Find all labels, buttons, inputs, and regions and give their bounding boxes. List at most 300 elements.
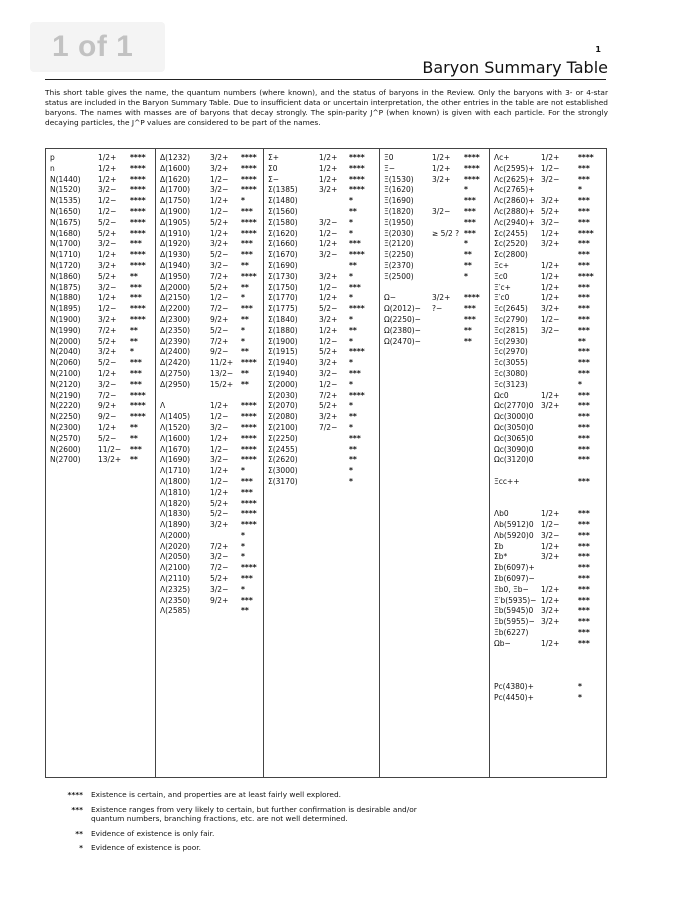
spin-parity: 1/2+ — [210, 196, 229, 206]
legend-stars: *** — [71, 804, 83, 814]
status-stars: ** — [241, 368, 249, 378]
status-stars: **** — [130, 217, 146, 227]
status-stars: * — [464, 239, 468, 249]
table-row — [46, 315, 155, 326]
particle-name: Δ(2150) — [160, 293, 191, 303]
section-lambda — [156, 391, 263, 618]
table-row — [380, 326, 489, 337]
status-stars: **** — [241, 520, 257, 530]
spin-parity: 1/2+ — [319, 163, 338, 173]
status-stars: * — [349, 379, 353, 389]
table-row — [46, 391, 155, 402]
table-row — [156, 358, 263, 369]
status-stars: *** — [578, 260, 590, 270]
status-stars: *** — [241, 595, 253, 605]
status-stars: *** — [578, 476, 590, 486]
table-row — [264, 207, 379, 218]
particle-name: Λ(2050) — [160, 552, 191, 562]
legend-stars: * — [79, 843, 83, 852]
table-row — [264, 455, 379, 466]
table-row — [156, 261, 263, 272]
status-stars: ** — [464, 336, 472, 346]
table-row — [156, 466, 263, 477]
table-row — [490, 434, 606, 445]
particle-name: Ξc(3123) — [494, 379, 528, 389]
particle-name: Λ(2100) — [160, 563, 191, 573]
table-row — [490, 445, 606, 456]
table-row — [264, 326, 379, 337]
table-row — [380, 337, 489, 348]
table-row — [46, 380, 155, 391]
status-stars: **** — [241, 498, 257, 508]
particle-name: Ωc(3000)0 — [494, 412, 534, 422]
particle-name: Δ(2200) — [160, 304, 191, 314]
table-row — [264, 358, 379, 369]
table-row — [46, 358, 155, 369]
table-row — [156, 423, 263, 434]
status-stars: **** — [349, 304, 365, 314]
spin-parity: 5/2+ — [541, 206, 560, 216]
status-stars: **** — [241, 563, 257, 573]
section-doubly-charmed — [490, 466, 606, 488]
spin-parity: 3/2+ — [541, 606, 560, 616]
spin-parity: 1/2+ — [98, 153, 117, 162]
particle-name: Δ(1940) — [160, 260, 191, 270]
spin-parity: 9/2+ — [210, 595, 229, 605]
status-stars: ** — [349, 444, 357, 454]
table-row — [264, 239, 379, 250]
table-row — [264, 283, 379, 294]
table-row — [156, 542, 263, 553]
status-stars: *** — [241, 206, 253, 216]
status-stars: *** — [578, 412, 590, 422]
spin-parity: 7/2− — [98, 390, 117, 400]
status-stars: *** — [349, 282, 361, 292]
particle-name: Δ(2950) — [160, 379, 191, 389]
status-stars: **** — [349, 347, 365, 357]
status-stars: *** — [578, 552, 590, 562]
spin-parity: 1/2+ — [98, 293, 117, 303]
table-row — [264, 196, 379, 207]
table-row — [46, 261, 155, 272]
status-stars: ** — [464, 250, 472, 260]
particle-name: Ξc(2930) — [494, 336, 528, 346]
particle-name: Λ(1890) — [160, 520, 191, 530]
status-stars: *** — [241, 304, 253, 314]
status-stars: **** — [241, 217, 257, 227]
table-row — [264, 185, 379, 196]
table-row — [490, 639, 606, 650]
particle-name: Σc(2520) — [494, 239, 528, 249]
spin-parity: 3/2+ — [98, 260, 117, 270]
status-stars: * — [464, 271, 468, 281]
table-row — [490, 358, 606, 369]
particle-name: Λ(2000) — [160, 530, 191, 540]
table-row — [264, 175, 379, 186]
spin-parity: 1/2+ — [319, 174, 338, 184]
particle-name: Λ(2585) — [160, 606, 191, 616]
particle-name: Ξ0 — [384, 153, 394, 162]
table-row — [46, 445, 155, 456]
table-row — [156, 488, 263, 499]
particle-name: Σc(2800) — [494, 250, 528, 260]
status-stars: * — [241, 541, 245, 551]
spin-parity: 1/2+ — [319, 239, 338, 249]
spin-parity: 1/2+ — [541, 282, 560, 292]
spin-parity: 1/2+ — [541, 541, 560, 551]
particle-name: Ξc(2815) — [494, 325, 528, 335]
particle-name: Ωc(3090)0 — [494, 444, 534, 454]
spin-parity: 3/2+ — [210, 163, 229, 173]
status-stars: * — [578, 682, 582, 692]
particle-name: Δ(1905) — [160, 217, 191, 227]
status-stars: **** — [130, 390, 146, 400]
status-stars: *** — [578, 563, 590, 573]
spin-parity: 3/2− — [98, 185, 117, 195]
particle-name: Σ0 — [268, 163, 278, 173]
table-row — [380, 272, 489, 283]
particle-name: Pc(4380)+ — [494, 682, 534, 692]
particle-name: Σc(2455) — [494, 228, 528, 238]
status-stars: *** — [578, 196, 590, 206]
table-row — [264, 369, 379, 380]
spin-parity: 3/2− — [541, 174, 560, 184]
status-stars: **** — [130, 401, 146, 411]
particle-name: Δ(2390) — [160, 336, 191, 346]
status-stars: * — [349, 217, 353, 227]
particle-name: Ξ(1690) — [384, 196, 414, 206]
particle-name: Ξ(2250) — [384, 250, 414, 260]
status-stars: *** — [578, 606, 590, 616]
spin-parity: 5/2+ — [210, 498, 229, 508]
table-row — [490, 326, 606, 337]
particle-name: Ξb(5955)− — [494, 617, 535, 627]
particle-name: N(2300) — [50, 422, 81, 432]
status-stars: *** — [241, 250, 253, 260]
spin-parity: 1/2− — [319, 228, 338, 238]
table-row — [46, 175, 155, 186]
status-stars: ** — [464, 325, 472, 335]
particle-name: Ξb0, Ξb− — [494, 584, 529, 594]
particle-name: Ξ− — [384, 163, 396, 173]
spin-parity: 15/2+ — [210, 379, 234, 389]
status-stars: *** — [241, 476, 253, 486]
particle-name: Ω(2250)− — [384, 314, 421, 324]
section-bottom — [490, 488, 606, 650]
table-row — [490, 552, 606, 563]
particle-name: Λ(1520) — [160, 422, 191, 432]
status-stars: *** — [578, 530, 590, 540]
status-stars: **** — [241, 185, 257, 195]
status-stars: **** — [578, 228, 594, 238]
table-row — [156, 207, 263, 218]
col-delta-lambda — [155, 149, 263, 777]
section-delta — [156, 153, 263, 391]
spin-parity: 3/2+ — [319, 358, 338, 368]
status-stars: ** — [241, 282, 249, 292]
table-row — [490, 606, 606, 617]
spin-parity: 1/2+ — [541, 271, 560, 281]
spin-parity: 7/2− — [210, 304, 229, 314]
status-stars: ** — [578, 336, 586, 346]
table-row — [264, 304, 379, 315]
particle-name: N(1520) — [50, 185, 81, 195]
particle-name: Σb — [494, 541, 504, 551]
table-row — [46, 434, 155, 445]
particle-name: Σ(1620) — [268, 228, 298, 238]
table-row — [490, 682, 606, 693]
spin-parity: 1/2− — [210, 174, 229, 184]
particle-name: Δ(2300) — [160, 314, 191, 324]
particle-name: Σb(6097)+ — [494, 563, 535, 573]
table-row — [264, 423, 379, 434]
status-stars: *** — [130, 444, 142, 454]
table-row — [490, 693, 606, 704]
page-title: Baryon Summary Table — [422, 58, 608, 77]
status-stars: *** — [578, 174, 590, 184]
particle-name: Σ(1385) — [268, 185, 298, 195]
particle-name: N(1535) — [50, 196, 81, 206]
table-row — [490, 542, 606, 553]
particle-name: Δ(1910) — [160, 228, 191, 238]
status-stars: *** — [578, 282, 590, 292]
particle-name: Σ(2100) — [268, 422, 298, 432]
status-stars: **** — [349, 153, 365, 162]
particle-name: N(1650) — [50, 206, 81, 216]
status-stars: ** — [241, 379, 249, 389]
spin-parity: 3/2− — [541, 530, 560, 540]
table-row — [264, 164, 379, 175]
spin-parity: 1/2+ — [541, 293, 560, 303]
status-stars: *** — [349, 368, 361, 378]
status-stars: *** — [578, 358, 590, 368]
table-row — [156, 412, 263, 423]
spin-parity: 3/2+ — [210, 520, 229, 530]
status-stars: *** — [578, 304, 590, 314]
legend-item — [45, 829, 605, 839]
status-stars: * — [130, 347, 134, 357]
section-pentaquark — [490, 650, 606, 704]
spin-parity: 7/2+ — [319, 390, 338, 400]
particle-name: Δ(2750) — [160, 368, 191, 378]
section-xi — [380, 153, 489, 283]
particle-name: Δ(1900) — [160, 206, 191, 216]
status-stars: **** — [241, 433, 257, 443]
status-stars: ** — [349, 455, 357, 465]
table-row — [264, 337, 379, 348]
spin-parity: 3/2+ — [319, 185, 338, 195]
particle-name: Σ(1690) — [268, 260, 298, 270]
status-stars: **** — [241, 509, 257, 519]
spin-parity: 13/2− — [210, 368, 234, 378]
table-row — [264, 261, 379, 272]
status-stars: ** — [241, 347, 249, 357]
col-xi-omega — [379, 149, 489, 777]
table-row — [156, 574, 263, 585]
section-sigma — [264, 153, 379, 488]
status-stars: *** — [578, 617, 590, 627]
status-stars: *** — [464, 304, 476, 314]
status-stars: ** — [130, 422, 138, 432]
spin-parity: 1/2− — [319, 282, 338, 292]
table-row — [46, 326, 155, 337]
particle-name: p — [50, 153, 55, 162]
particle-name: Σb(6097)− — [494, 574, 535, 584]
table-row — [156, 185, 263, 196]
spin-parity: 3/2− — [98, 282, 117, 292]
table-row — [490, 455, 606, 466]
particle-name: Λc+ — [494, 153, 510, 162]
status-stars: **** — [349, 390, 365, 400]
particle-name: Δ(2000) — [160, 282, 191, 292]
particle-name: Δ(2420) — [160, 358, 191, 368]
spin-parity: 1/2+ — [541, 584, 560, 594]
particle-name: N(2600) — [50, 444, 81, 454]
status-stars: **** — [130, 228, 146, 238]
table-row — [156, 596, 263, 607]
particle-name: Σ(2080) — [268, 412, 298, 422]
status-stars: *** — [578, 314, 590, 324]
spin-parity: 3/2+ — [210, 153, 229, 162]
spin-parity: 3/2− — [98, 379, 117, 389]
status-stars: *** — [578, 422, 590, 432]
particle-name: Ωc0 — [494, 390, 509, 400]
table-row — [490, 304, 606, 315]
status-stars: *** — [578, 293, 590, 303]
table-row — [380, 304, 489, 315]
table-row — [264, 272, 379, 283]
legend-item — [45, 805, 605, 824]
status-stars: **** — [241, 163, 257, 173]
table-row — [156, 531, 263, 542]
status-stars: *** — [578, 325, 590, 335]
table-row — [156, 283, 263, 294]
particle-name: N(2040) — [50, 347, 81, 357]
spin-parity: 1/2+ — [541, 509, 560, 519]
particle-name: Ξcc++ — [494, 476, 520, 486]
particle-name: N(2060) — [50, 358, 81, 368]
spin-parity: 1/2+ — [98, 368, 117, 378]
status-stars: *** — [578, 444, 590, 454]
col-sigma — [263, 149, 379, 777]
status-stars: *** — [578, 250, 590, 260]
table-row — [46, 207, 155, 218]
table-row — [264, 391, 379, 402]
col-charm-bottom — [489, 149, 606, 777]
section-omega — [380, 283, 489, 348]
status-stars: **** — [241, 422, 257, 432]
status-stars: ** — [349, 412, 357, 422]
particle-name: Ω(2380)− — [384, 325, 421, 335]
table-row — [490, 509, 606, 520]
status-stars: *** — [464, 228, 476, 238]
particle-name: Ξ′b(5935)− — [494, 595, 537, 605]
particle-name: Δ(1930) — [160, 250, 191, 260]
spin-parity: 3/2+ — [541, 552, 560, 562]
particle-name: Σ(2455) — [268, 444, 298, 454]
table-row — [156, 499, 263, 510]
table-row — [264, 218, 379, 229]
spin-parity: 1/2− — [210, 206, 229, 216]
table-row — [380, 164, 489, 175]
particle-name: Δ(2350) — [160, 325, 191, 335]
spin-parity: 5/2+ — [98, 336, 117, 346]
particle-name: Ξb(6227) — [494, 628, 529, 638]
table-row — [490, 574, 606, 585]
spin-parity: 3/2+ — [541, 239, 560, 249]
particle-name: Ωc(3065)0 — [494, 433, 534, 443]
table-row — [490, 207, 606, 218]
spin-parity: 3/2+ — [319, 271, 338, 281]
particle-name: Λc(2880)+ — [494, 206, 535, 216]
spin-parity: 1/2− — [210, 476, 229, 486]
spin-parity: 1/2+ — [98, 163, 117, 173]
table-row — [490, 391, 606, 402]
particle-name: Λ(2110) — [160, 574, 191, 584]
particle-name: Σ(1940) — [268, 368, 298, 378]
table-row — [490, 520, 606, 531]
particle-name: Σ(1900) — [268, 336, 298, 346]
section-charmed — [490, 153, 606, 466]
particle-name: N(1440) — [50, 174, 81, 184]
table-row — [490, 272, 606, 283]
spin-parity: 1/2− — [210, 293, 229, 303]
page-number: 1 — [595, 45, 601, 54]
table-row — [490, 218, 606, 229]
particle-name: Σ(1560) — [268, 206, 298, 216]
status-stars: **** — [241, 271, 257, 281]
particle-name: N(1700) — [50, 239, 81, 249]
particle-name: Λ(1690) — [160, 455, 191, 465]
particle-name: N(1680) — [50, 228, 81, 238]
status-stars: **** — [241, 174, 257, 184]
particle-name: Λ(1670) — [160, 444, 191, 454]
particle-name: Σ(3170) — [268, 476, 298, 486]
particle-name: Ξc(3080) — [494, 368, 528, 378]
particle-name: Λc(2940)+ — [494, 217, 535, 227]
legend-description: Evidence of existence is poor. — [91, 843, 201, 852]
spin-parity: 1/2+ — [432, 163, 451, 173]
particle-name: Ξc(2645) — [494, 304, 528, 314]
spin-parity: 1/2+ — [210, 487, 229, 497]
particle-name: Δ(1750) — [160, 196, 191, 206]
spin-parity: 1/2+ — [210, 466, 229, 476]
status-stars: **** — [349, 250, 365, 260]
spin-parity: 7/2− — [210, 563, 229, 573]
particle-name: Ξc(2790) — [494, 314, 528, 324]
table-row — [156, 520, 263, 531]
particle-name: Ξc+ — [494, 260, 510, 270]
table-row — [156, 153, 263, 164]
status-stars: **** — [349, 163, 365, 173]
particle-name: Σ(2000) — [268, 379, 298, 389]
spin-parity: 3/2+ — [541, 617, 560, 627]
spin-parity: 1/2− — [210, 412, 229, 422]
spin-parity: 5/2− — [98, 217, 117, 227]
particle-name: Σ(1580) — [268, 217, 298, 227]
table-row — [46, 272, 155, 283]
table-row — [46, 250, 155, 261]
particle-name: Σ(2250) — [268, 433, 298, 443]
spin-parity: 1/2+ — [541, 228, 560, 238]
status-stars: **** — [130, 314, 146, 324]
status-stars: **** — [130, 153, 146, 162]
spin-parity: 9/2+ — [210, 314, 229, 324]
table-row — [156, 552, 263, 563]
particle-name: N(1675) — [50, 217, 81, 227]
table-row — [156, 585, 263, 596]
particle-name: N(1710) — [50, 250, 81, 260]
